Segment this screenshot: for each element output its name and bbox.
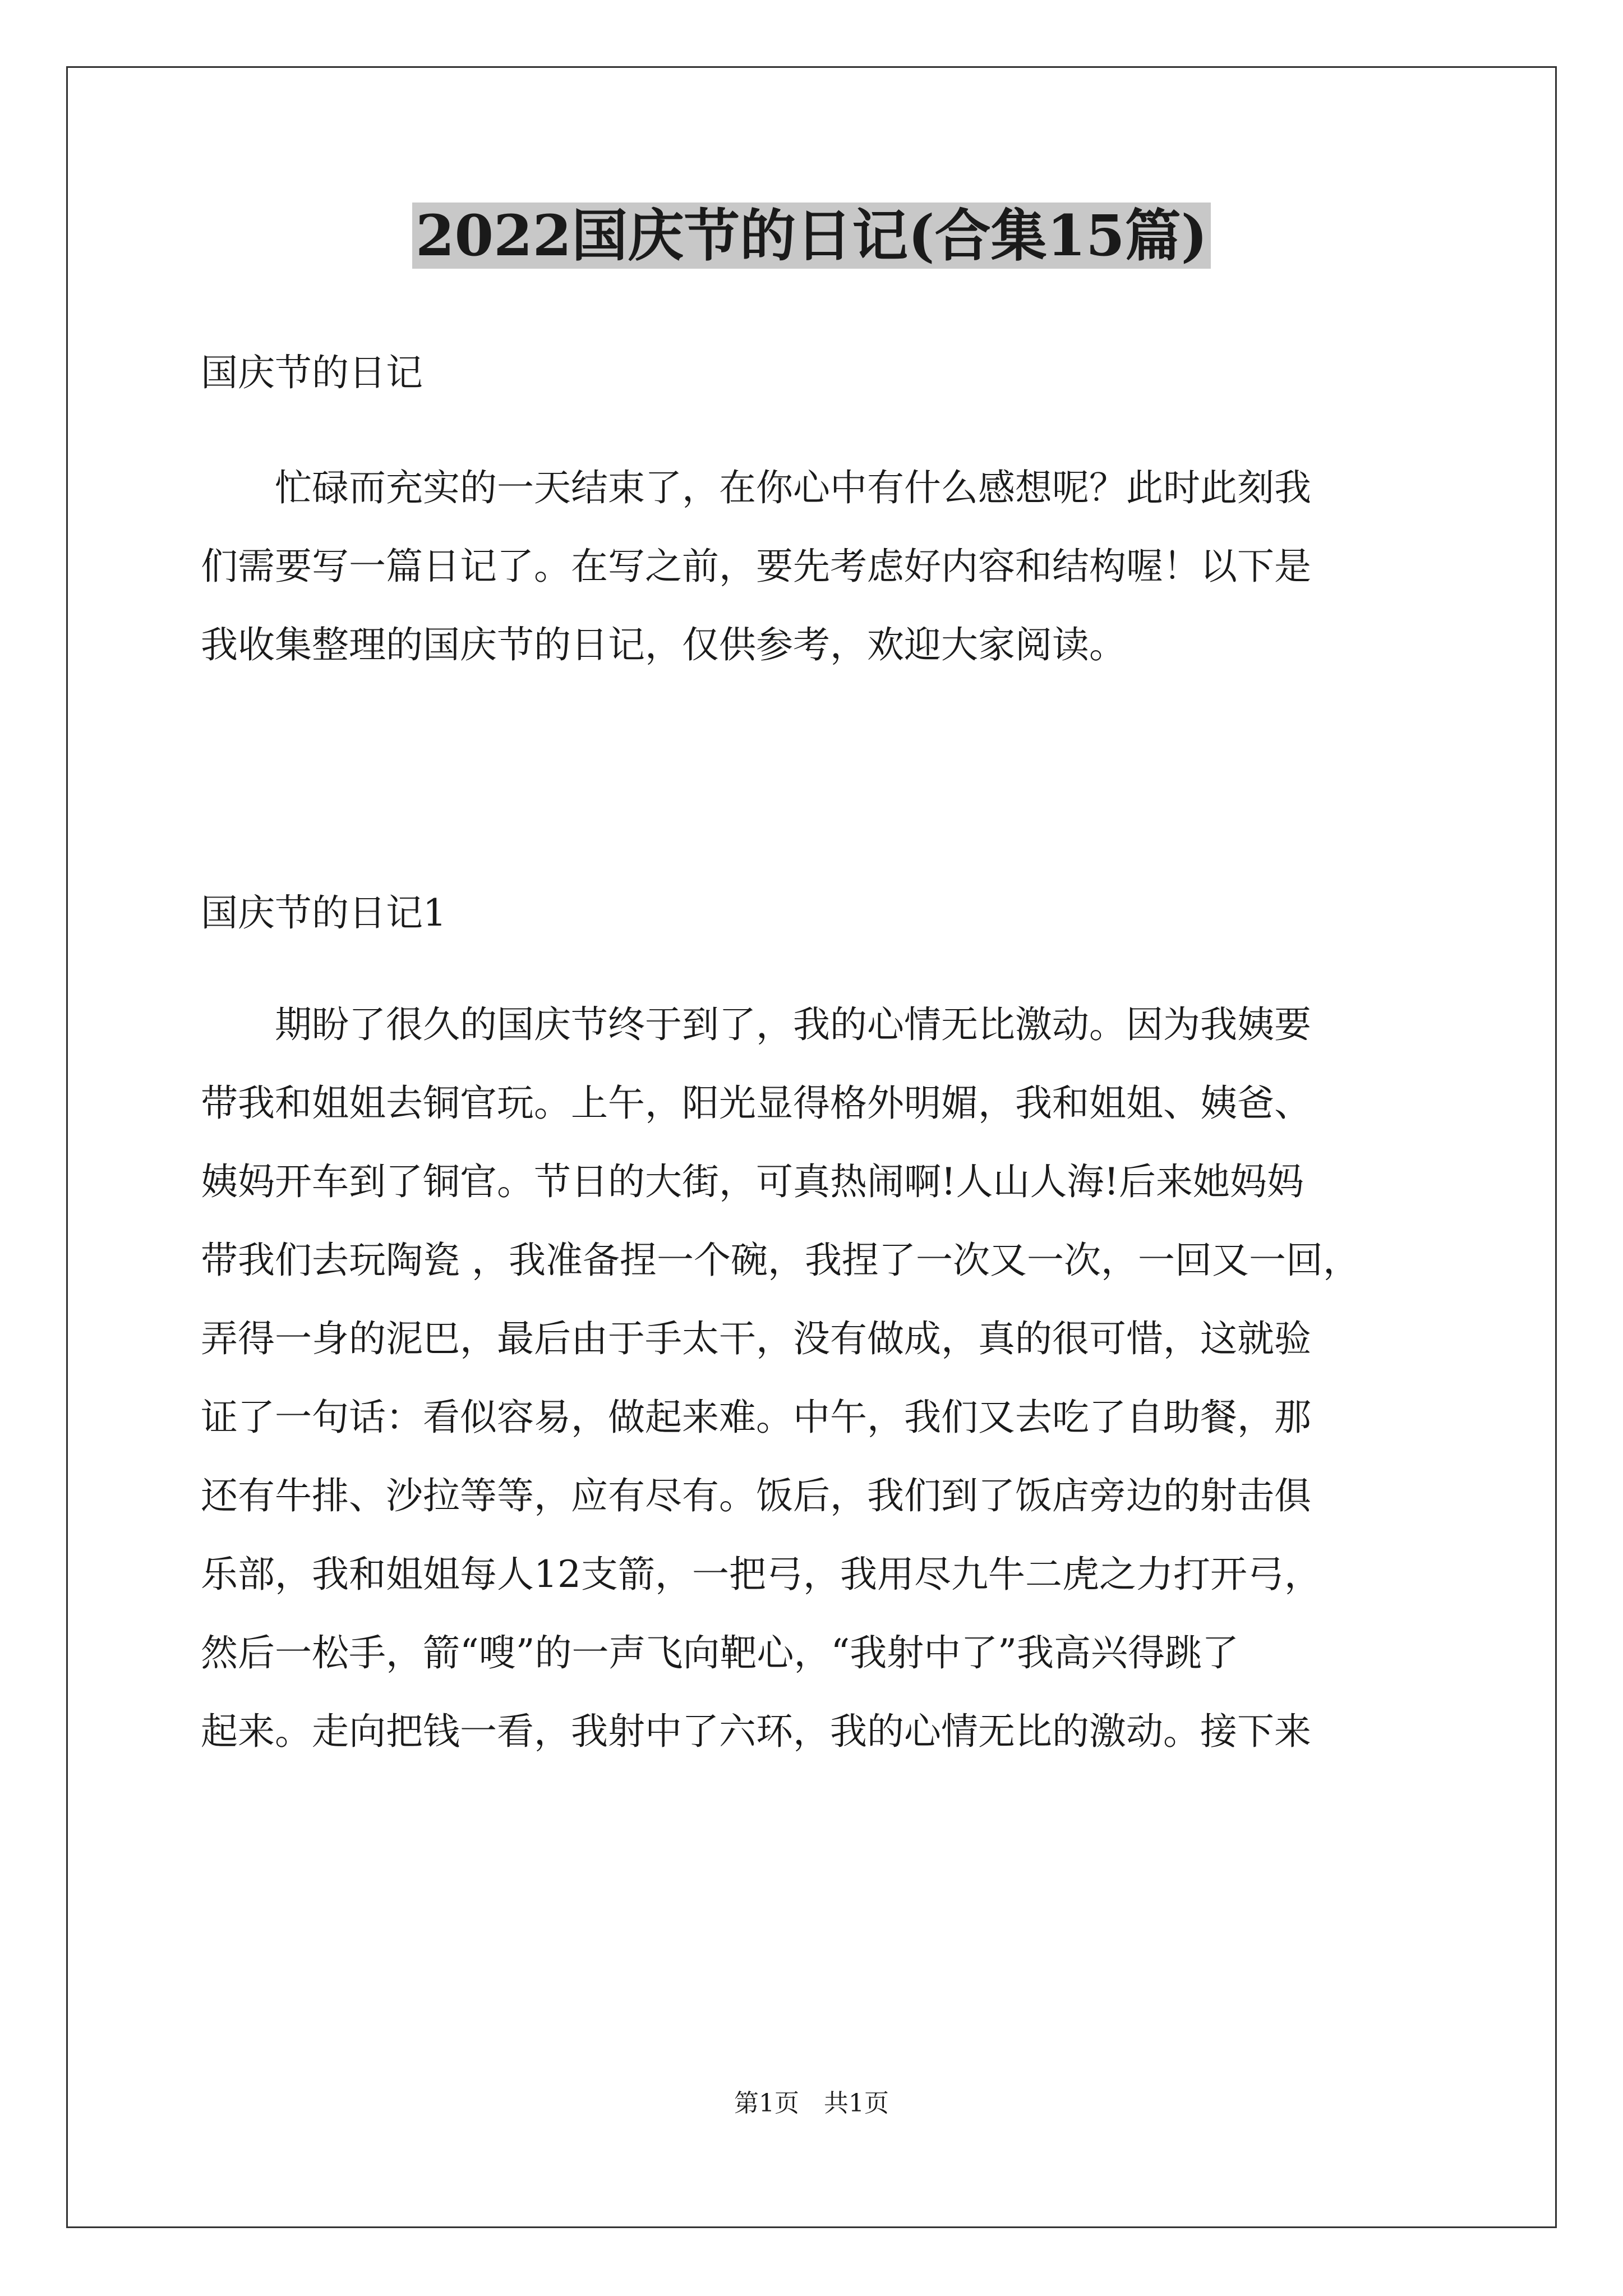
paragraph-line: 还有牛排、沙拉等等，应有尽有。饭后，我们到了饭店旁边的射击俱: [201, 1474, 1311, 1517]
paragraph-line: 然后一松手，箭“嗖”的一声飞向靶心，“我射中了”我高兴得跳了: [201, 1631, 1239, 1674]
section1-heading: 国庆节的日记1: [201, 891, 446, 935]
paragraph-line: 期盼了很久的国庆节终于到了，我的心情无比激动。因为我姨要: [201, 1003, 1311, 1046]
paragraph-line: 起来。走向把钱一看，我射中了六环，我的心情无比的激动。接下来: [201, 1710, 1311, 1753]
paragraph-line: 弄得一身的泥巴，最后由于手太干，没有做成，真的很可惜，这就验: [201, 1317, 1311, 1360]
paragraph-line: 乐部，我和姐姐每人12支箭，一把弓，我用尽九牛二虎之力打开弓，: [201, 1553, 1321, 1596]
intro-paragraph: [201, 449, 1435, 684]
paragraph-line: 带我们去玩陶瓷 ，我准备捏一个碗，我捏了一次又一次，一回又一回，: [201, 1239, 1360, 1282]
section1-paragraph: [201, 986, 1435, 1771]
paragraph-line: 带我和姐姐去铜官玩。上午，阳光显得格外明媚，我和姐姐、姨爸、: [201, 1082, 1311, 1125]
intro-heading: 国庆节的日记: [201, 351, 423, 394]
paragraph-line: 忙碌而充实的一天结束了，在你心中有什么感想呢？此时此刻我: [201, 466, 1311, 509]
paragraph-line: 证了一句话：看似容易，做起来难。中午，我们又去吃了自助餐，那: [201, 1396, 1311, 1439]
paragraph-line: 姨妈开车到了铜官。节日的大街，可真热闹啊!人山人海!后来她妈妈: [201, 1160, 1304, 1203]
paragraph-line: 我收集整理的国庆节的日记，仅供参考，欢迎大家阅读。: [201, 623, 1126, 666]
page-footer: 第1页 共1页: [734, 2089, 889, 2118]
document-title: [0, 199, 1623, 272]
document-title-text: 2022国庆节的日记(合集15篇): [412, 203, 1211, 269]
paragraph-line: 们需要写一篇日记了。在写之前，要先考虑好内容和结构喔！以下是: [201, 545, 1311, 588]
